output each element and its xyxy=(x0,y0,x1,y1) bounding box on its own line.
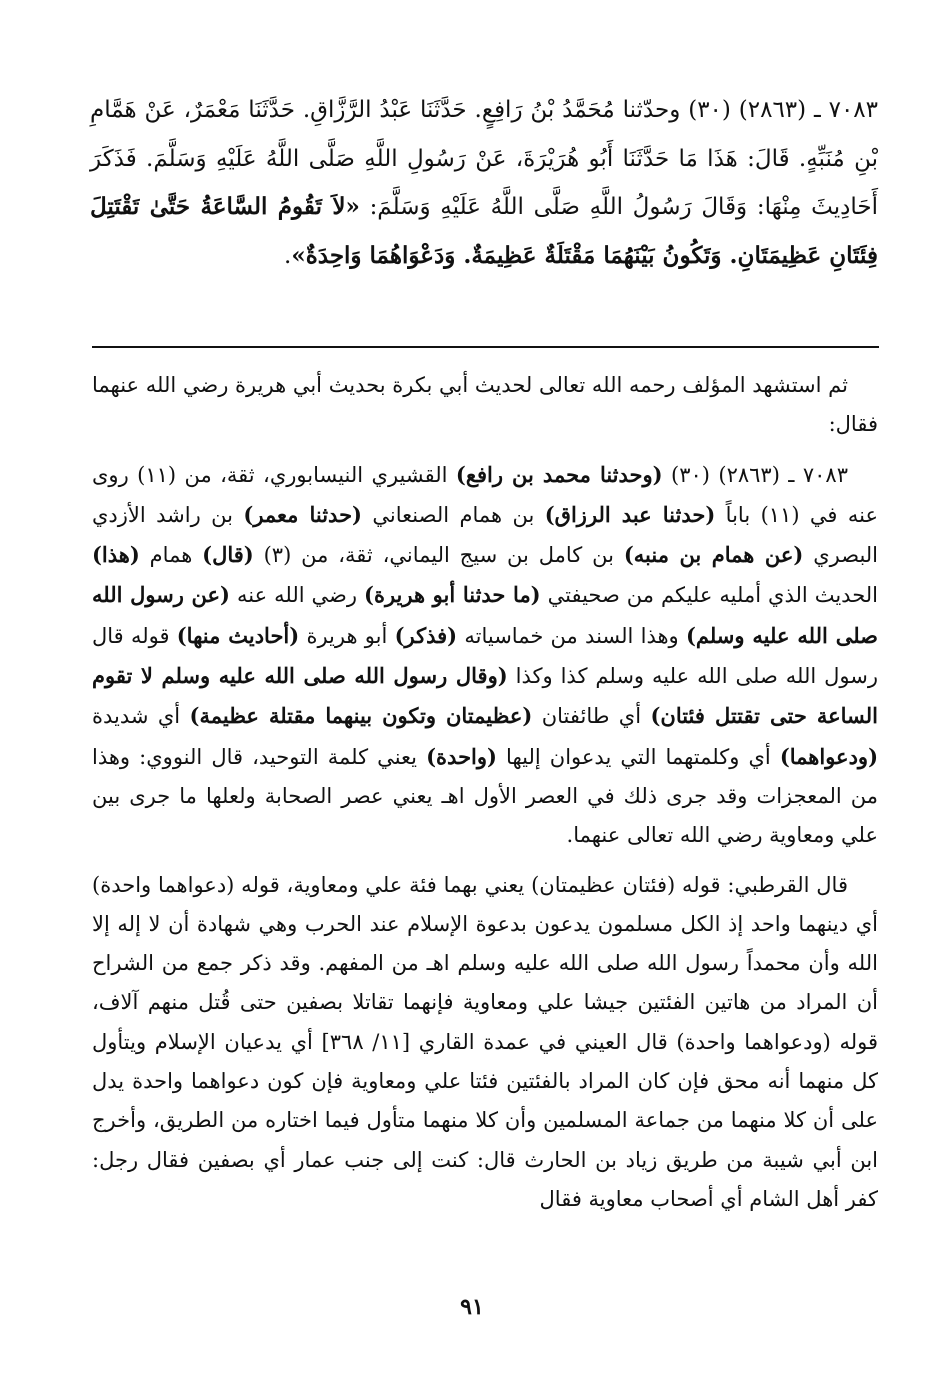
commentary-quote: (عظيمتان وتكون بينهما مقتلة عظيمة) xyxy=(189,703,533,729)
commentary-intro: ثم استشهد المؤلف رحمه الله تعالى لحديث أبي بكرة بحديث أبي هريرة رضي الله عنهما فقال: xyxy=(92,373,878,437)
commentary-text: أي وكلمتهما التي يدعوان إليها xyxy=(496,744,780,769)
commentary-text: همام xyxy=(139,543,203,568)
commentary-paragraph-3: قال القرطبي: قوله (فئتان عظيمتان) يعني بهما فئة علي ومعاوية، قوله (دعواهما واحدة) أي دينهما واحد إذ الكل مسلمون يدعون بدعوة الإسلام عند الحرب وهي شهادة أن لا إله إلا الله وأن محمداً رسول الله صلى الله عليه وسلم اهـ من المفهم. وقد ذكر جمع من الشراح أن المراد من هاتين الفئتين جيشا علي ومعاوية فإنهما تقاتلا بصفين حتى قُتل منهم آلاف، قوله (ودعواهما واحدة) قال العيني في عمدة القاري [١١/ ٣٦٨] أي يدعيان الإسلام ويتأول كل منهما أنه محق فإن كان المراد بالفئتين فئتا علي ومعاوية فإن كون دعواهما واحدة يدل على أن كلا منهما من جماعة المسلمين وأن كلا منهما متأول فيما اختاره من الطريق، وأخرج ابن أبي شيبة من طريق زياد بن الحارث قال: كنت إلى جنب عمار أي بصفين فقال رجل: كفر أهل الشام أي أصحاب معاوية فقال xyxy=(92,872,878,1211)
commentary-quote: (حدثنا معمر) xyxy=(243,501,362,527)
hadith-end: . xyxy=(284,242,292,269)
commentary-quote: (هذا) xyxy=(92,542,140,568)
commentary-text: بن كامل بن سيج اليماني، ثقة، من (٣) xyxy=(253,543,624,568)
commentary-text: أي طائفتان xyxy=(532,704,651,729)
commentary-quote: (حدثنا عبد الرزاق) xyxy=(544,501,716,527)
commentary-quote: (أحاديث منها) xyxy=(176,622,300,648)
page-number: ٩١ xyxy=(460,1294,484,1320)
commentary-quote: (ما حدثنا أبو هريرة) xyxy=(364,582,541,608)
commentary xyxy=(92,366,878,1219)
footnote-divider xyxy=(92,346,879,348)
commentary-text: القشيري النيسابوري، ثقة، من (١١) روى عنه في (١١) باباً xyxy=(92,462,879,527)
commentary-quote: (وحدثنا محمد بن رافع) xyxy=(455,461,663,487)
hadith-sanad: وحدّثنا مُحَمَّدُ بْنُ رَافِعٍ. حَدَّثَنَا عَبْدُ الرَّزَّاقِ. حَدَّثَنَا مَعْمَرٌ، عَنْ هَمَّامِ بْنِ مُنَبِّهٍ. قَالَ: هَذَا مَا حَدَّثَنَا أَبُو هُرَيْرَةَ، عَنْ رَسُولِ اللَّهِ صَلَّى اللَّهُ عَلَيْهِ وَسَلَّمَ. فَذَكَرَ أَحَادِيثَ مِنْهَا: وَقَالَ رَسُولُ اللَّهِ صَلَّى اللَّهُ عَلَيْهِ وَسَلَّمَ: xyxy=(90,97,879,220)
hadith-matn: «لاَ تَقُومُ السَّاعَةُ حَتَّىٰ تَقْتَتِلَ فِئَتَانِ عَظِيمَتَانِ. وَتَكُونُ بَيْنَهُمَا مَقْتَلَةٌ عَظِيمَةٌ. وَدَعْوَاهُمَا وَاحِدَةٌ» xyxy=(90,193,878,269)
commentary-quote: (عن همام بن منبه) xyxy=(623,542,804,568)
commentary-quote: (واحدة) xyxy=(426,743,497,769)
commentary-quote: (ودعواهما) xyxy=(779,743,879,769)
commentary-quote: (فذكر) xyxy=(394,622,458,648)
commentary-number: ٧٠٨٣ ـ (٢٨٦٣) (٣٠) xyxy=(671,462,848,487)
commentary-text: بن راشد الأزدي البصري xyxy=(92,502,879,568)
commentary-paragraph-2 xyxy=(92,455,878,856)
commentary-text: الحديث الذي أمليه عليكم من صحيفتي xyxy=(540,583,878,608)
commentary-text xyxy=(663,463,671,487)
commentary-text: وهذا السند من خماسياته xyxy=(457,623,686,648)
hadith-text xyxy=(90,86,878,280)
commentary-text: رضي الله عنه xyxy=(230,583,365,608)
commentary-text: أي شديدة xyxy=(92,704,190,729)
commentary-quote: (عن رسول الله صلى الله عليه وسلم) xyxy=(92,582,878,648)
hadith-number: ٧٠٨٣ ـ (٢٨٦٣) (٣٠) xyxy=(688,97,879,123)
commentary-quote: (قال) xyxy=(202,542,254,568)
commentary-text: أبو هريرة xyxy=(299,623,395,648)
commentary-text: يعني كلمة التوحيد، قال النووي: وهذا من المعجزات وقد جرى ذلك في العصر الأول اهـ يعني عصر الصحابة ولعلها ما جرى بين علي ومعاوية رضي الله تعالى عنهما. xyxy=(92,744,878,848)
commentary-text: بن همام الصنعاني xyxy=(362,502,545,527)
commentary-text: قوله قال رسول الله صلى الله عليه وسلم كذا وكذا xyxy=(92,623,878,689)
commentary-quote: (وقال رسول الله صلى الله عليه وسلم لا تقوم الساعة حتى تقتتل فئتان) xyxy=(92,663,878,729)
